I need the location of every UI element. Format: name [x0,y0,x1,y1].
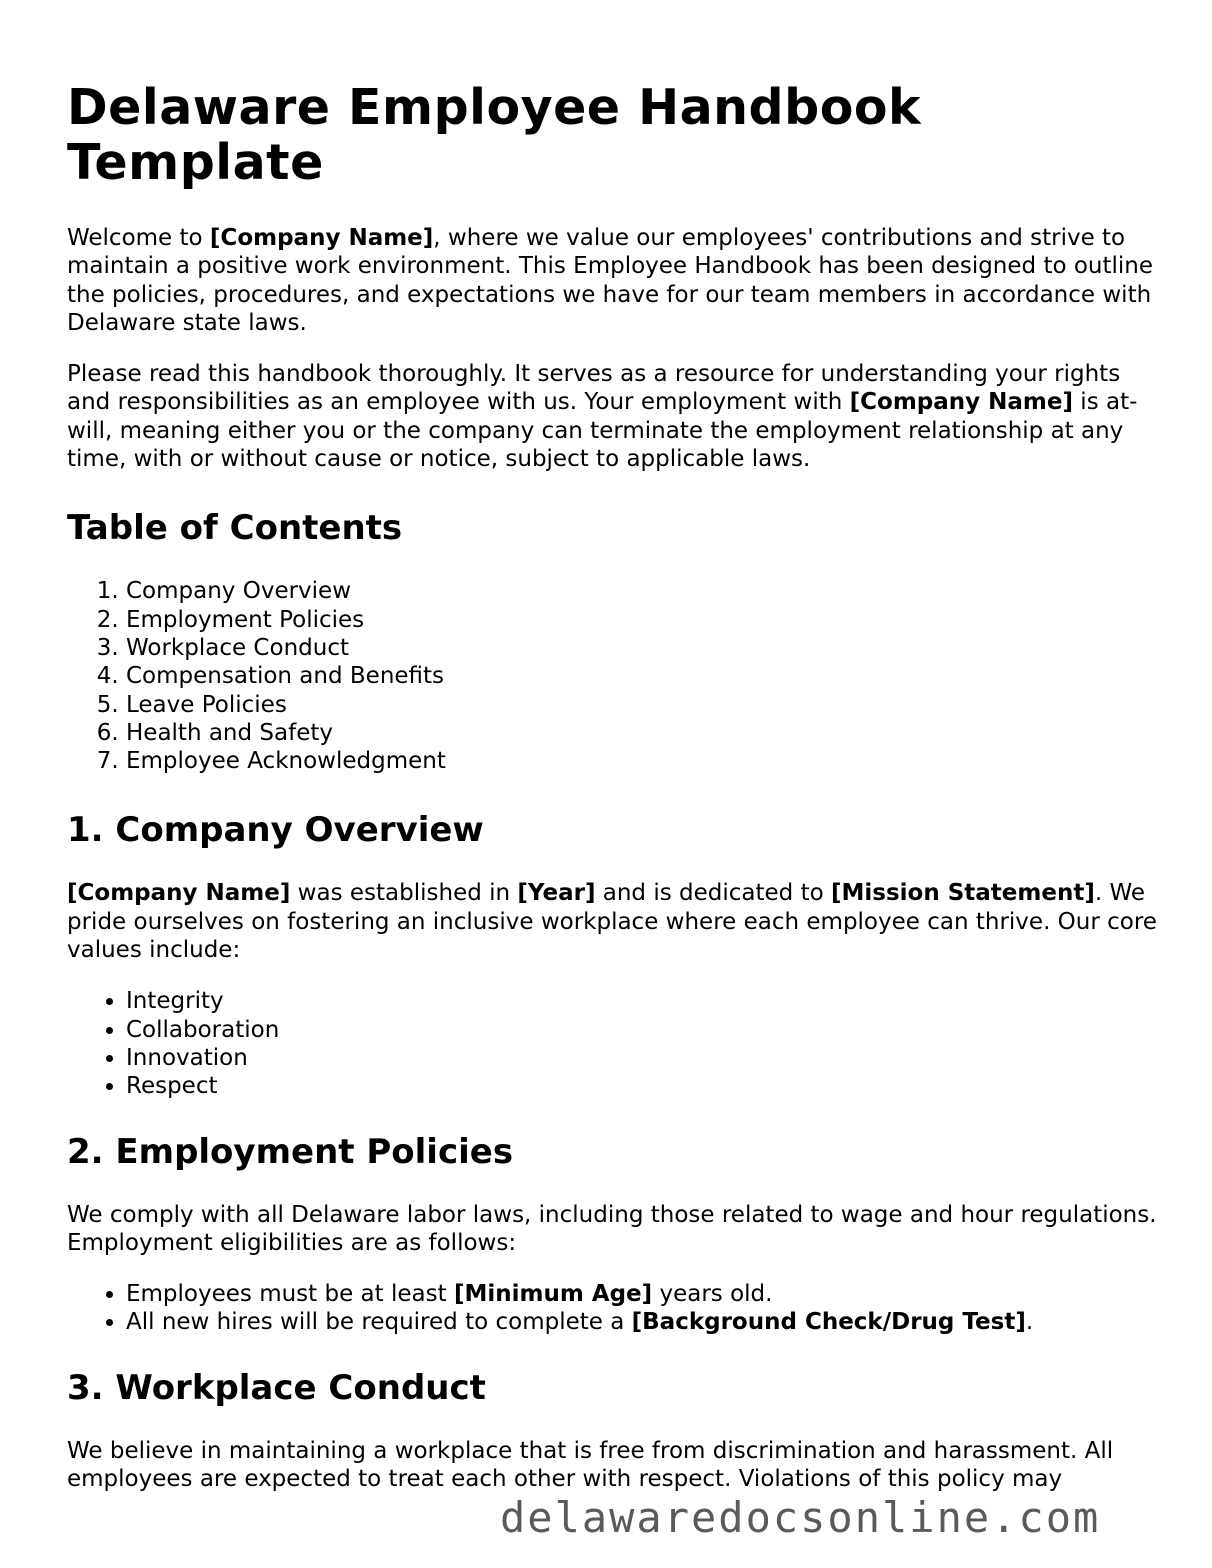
background-check-placeholder: [Background Check/Drug Test] [631,1309,1026,1336]
core-value-item: • Integrity [126,987,1157,1015]
minimum-age-placeholder: [Minimum Age] [453,1281,653,1308]
document-page [67,80,1157,1516]
toc-item: 7. Employee Acknowledgment [126,747,1157,775]
intro-paragraph-2 [67,360,1157,473]
eligibility-text: years old. [652,1281,773,1308]
watermark: delawaredocsonline.com [500,1493,1101,1542]
eligibility-list [67,1280,1157,1337]
year-placeholder: [Year] [517,880,596,907]
company-name-placeholder: [Company Name] [209,225,434,251]
section-heading-workplace-conduct: 3. Workplace Conduct [67,1367,486,1408]
employment-policies-paragraph: We comply with all Delaware labor laws, including those related to wage and hour regulations. Employment eligibilities are as follows: [67,1201,1157,1256]
core-values-list [67,987,1157,1100]
core-value-item: • Innovation [126,1044,1157,1072]
company-name-placeholder: [Company Name] [67,880,291,907]
overview-text: . We pride ourselves on fostering an inclusive workplace where each employee can thrive. Our core values include: [67,880,1157,964]
company-name-placeholder: [Company Name] [849,389,1073,416]
mission-statement-placeholder: [Mission Statement] [831,880,1095,907]
toc-list [67,577,1157,775]
section-heading-company-overview: 1. Company Overview [67,810,484,851]
page-title: Delaware Employee Handbook Template [67,79,922,191]
toc-item: 1. Company Overview [126,577,1157,605]
toc-item: 2. Employment Policies [126,606,1157,634]
overview-text: and is dedicated to [595,880,831,907]
company-overview-paragraph [67,879,1157,964]
intro-text: is at-will, meaning either you or the company can terminate the employment relationship at any time, with or without cause or notice, subject to applicable laws. [67,389,1138,473]
core-value-item: • Respect [126,1072,1157,1100]
toc-item: 3. Workplace Conduct [126,634,1157,662]
toc-item: 5. Leave Policies [126,691,1157,719]
eligibility-text: . [1025,1309,1034,1336]
eligibility-text: All new hires will be required to complete a [126,1309,632,1336]
overview-text: was established in [290,880,518,907]
intro-text: Welcome to [67,225,210,251]
toc-item: 6. Health and Safety [126,719,1157,747]
section-heading-employment-policies: 2. Employment Policies [67,1131,514,1172]
toc-item: 4. Compensation and Benefits [126,662,1157,690]
eligibility-item [126,1280,1157,1308]
eligibility-text: Employees must be at least [126,1281,454,1308]
intro-paragraph-1 [67,224,1157,337]
intro-text: , where we value our employees' contributions and strive to maintain a positive work environment. This Employee Handbook has been designed to outline the policies, procedures, and expectations we have for our team members in accordance with Delaware state laws. [67,225,1154,336]
intro-text: Please read this handbook thoroughly. It serves as a resource for understanding your rights and responsibilities as an employee with us. Your employment with [67,361,1121,416]
workplace-conduct-paragraph: We believe in maintaining a workplace that is free from discrimination and harassment. All employees are expected to treat each other with respect. Violations of this policy may [67,1437,1114,1493]
eligibility-item [126,1308,1157,1336]
core-value-item: • Collaboration [126,1016,1157,1044]
toc-heading: Table of Contents [67,508,403,549]
